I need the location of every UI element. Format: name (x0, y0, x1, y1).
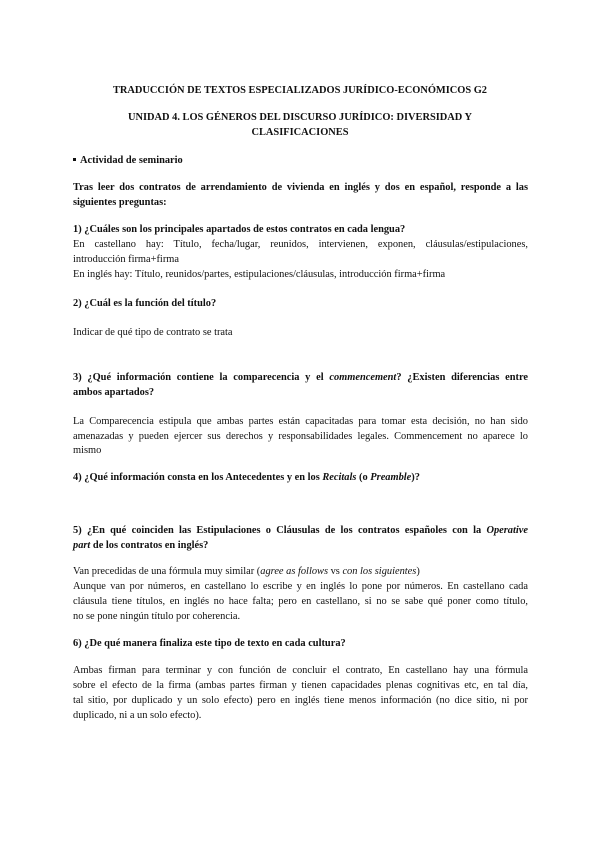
question-4-text-mid: (o (356, 472, 371, 483)
question-3-text-end: ? ¿Existen diferencias entre (396, 372, 528, 383)
question-5-text-end: de los contratos en inglés? (90, 540, 209, 551)
question-4-term-preamble: Preamble (370, 472, 412, 483)
answer-5-term-es: con los siguientes (342, 566, 417, 577)
answer-5-text-end: ) (416, 566, 420, 577)
question-1: 1) ¿Cuáles son los principales apartados de estos contratos en cada lengua? (73, 224, 406, 235)
answer-5-line4: no se pone ningún título por coherencia. (73, 611, 241, 622)
answer-6-line4: duplicado, ni a un solo efecto). (73, 710, 202, 721)
question-5-term-end: part (73, 540, 91, 551)
question-3-line2: ambos apartados? (73, 387, 155, 398)
answer-5-vs: vs (328, 566, 343, 577)
question-4-text: 4) ¿Qué información consta en los Antecedentes y en los (73, 472, 323, 483)
answer-6-line2: sobre el efecto de la firma (ambas partes firman y tienen capacidades plenas cognitivas etc, en tal día, (73, 680, 528, 691)
activity-heading (73, 153, 183, 168)
question-5-text: 5) ¿En qué coinciden las Estipulaciones o Cláusulas de los contratos españoles con la (73, 525, 487, 536)
intro-line1: Tras leer dos contratos de arrendamiento de vivienda en inglés y dos en español, responde a las (73, 182, 528, 193)
question-5-term: Operative (486, 525, 528, 536)
question-4-term-recitals: Recitals (322, 472, 357, 483)
answer-5-line2: Aunque van por números, en castellano lo escribe y en inglés lo pone por números. En castellano cada (73, 581, 528, 592)
answer-5-term-en: agree as follows (260, 566, 328, 577)
question-4 (73, 470, 420, 485)
activity-label: Actividad de seminario (80, 155, 183, 166)
answer-1-line3: En inglés hay: Título, reunidos/partes, estipulaciones/cláusulas, introducción firma+firma (73, 269, 446, 280)
answer-5-line1 (73, 564, 420, 579)
answer-2: Indicar de qué tipo de contrato se trata (73, 327, 233, 338)
unit-title-line2: CLASIFICACIONES (251, 127, 349, 138)
question-5-line2 (73, 538, 208, 553)
answer-6-line3: tal sitio, por duplicado y un solo efecto) pero en inglés tiene menos información (no dice sitio, ni por (73, 695, 528, 706)
question-3-line1 (73, 370, 528, 385)
answer-3-line1: La Comparecencia estipula que ambas partes están capacitadas para tomar esta decisión, no han sido (73, 416, 528, 427)
question-2: 2) ¿Cuál es la función del título? (73, 298, 217, 309)
answer-5-text: Van precedidas de una fórmula muy similar ( (73, 566, 261, 577)
answer-1-line1: En castellano hay: Título, fecha/lugar, reunidos, intervienen, exponen, cláusulas/estipulaciones, (73, 239, 528, 250)
question-3-term: commencement (329, 372, 397, 383)
bullet-icon (73, 158, 76, 161)
question-3-text: 3) ¿Qué información contiene la comparecencia y el (73, 372, 330, 383)
intro-line2: siguientes preguntas: (73, 197, 167, 208)
document-title: TRADUCCIÓN DE TEXTOS ESPECIALIZADOS JURÍDICO-ECONÓMICOS G2 (112, 85, 488, 96)
question-6: 6) ¿De qué manera finaliza este tipo de texto en cada cultura? (73, 638, 346, 649)
question-5-line1 (73, 523, 528, 538)
answer-6-line1: Ambas firman para terminar y con función de concluir el contrato, En castellano hay una fórmula (73, 665, 528, 676)
answer-1-line2: introducción firma+firma (73, 254, 179, 265)
question-4-text-end: )? (411, 472, 420, 483)
answer-3-line2: amenazadas y pueden ejercer sus derechos y responsabilidades legales. Commencement no aparece lo (73, 431, 528, 442)
answer-3-line3: mismo (73, 445, 102, 456)
unit-title-line1: UNIDAD 4. LOS GÉNEROS DEL DISCURSO JURÍDICO: DIVERSIDAD Y (127, 112, 472, 123)
answer-5-line3: cláusula tiene títulos, en inglés no hace falta; pero en castellano, si no se sabe qué poner como título, (73, 596, 528, 607)
